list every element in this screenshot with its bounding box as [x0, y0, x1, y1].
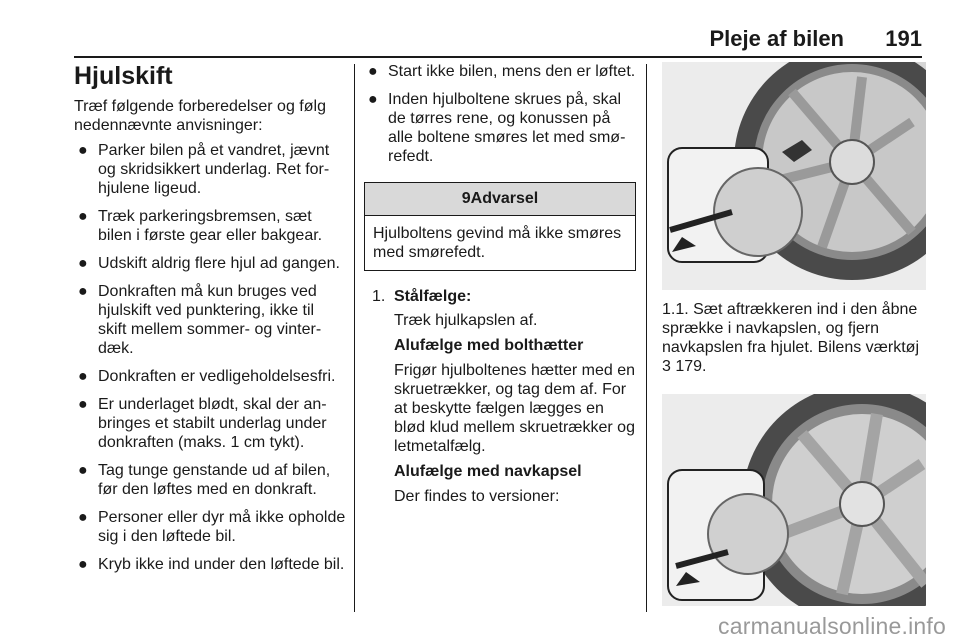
- column-divider: [646, 64, 647, 612]
- list-item: ● Træk parkeringsbremsen, sæt bilen i første gear eller bakgear.: [78, 208, 323, 244]
- step-number: 1.: [372, 288, 386, 305]
- wheel-illustration-svg: [662, 394, 926, 606]
- section-title: Hjulskift: [74, 62, 173, 90]
- bullet-icon: ●: [78, 283, 88, 300]
- bullet-list: [74, 141, 346, 574]
- figure-caption: 1.1. Sæt aftrækkeren ind i den åbne sprække i navkapslen, og fjern navkapslen fra hjulet. Bilens værktøj 3 179.: [662, 301, 919, 375]
- column-right: [662, 62, 926, 606]
- list-item: ● Start ikke bilen, mens den er løftet.: [368, 63, 636, 80]
- intro-text: Træf følgende forberedelser og følg nedennævnte anvisninger:: [74, 98, 326, 134]
- warning-text: Hjulboltens gevind må ikke smøres med smørefedt.: [373, 225, 622, 261]
- list-item: ● Kryb ikke ind under den løftede bil.: [78, 556, 345, 573]
- bullet-icon: ●: [368, 91, 378, 108]
- step-list: [364, 287, 636, 506]
- bullet-list: [364, 62, 636, 166]
- bullet-icon: ●: [78, 368, 88, 385]
- step-text: Frigør hjulboltenes hætter med en skruetrækker, og tag dem af. For at beskytte fælgen lægges en blød klud mellem skruetrækker og letmetalfælg.: [394, 362, 635, 455]
- list-item: ● Personer eller dyr må ikke opholde sig i den løftede bil.: [78, 509, 346, 545]
- step-text: Træk hjulkapslen af.: [394, 312, 538, 329]
- wheel-illustration-svg: [662, 62, 926, 290]
- bullet-icon: ●: [78, 142, 88, 159]
- watermark-text: carmanualsonline.info: [718, 613, 946, 639]
- wheel-cover-removal-illustration: [662, 62, 926, 290]
- chapter-title: Pleje af bilen: [709, 26, 844, 51]
- bullet-icon: ●: [78, 556, 88, 573]
- page-number: 191: [885, 26, 922, 51]
- warning-icon: 9: [461, 190, 471, 207]
- warning-title: Advarsel: [470, 190, 539, 207]
- step-subtitle: Alufælge med navkapsel: [394, 463, 582, 480]
- list-item: ● Parker bilen på et vandret, jævnt og skridsikkert underlag. Ret forhjulene ligeud.: [78, 142, 330, 197]
- bullet-icon: ●: [368, 63, 378, 80]
- list-item: ● Donkraften må kun bruges ved hjulskift ved punktering, ikke til skift mellem sommer- og vinterdæk.: [78, 283, 322, 357]
- bullet-icon: ●: [78, 255, 88, 272]
- step-item: [364, 287, 636, 506]
- column-middle: [364, 62, 636, 512]
- list-item: ● Tag tunge genstande ud af bilen, før den løftes med en donkraft.: [78, 462, 331, 498]
- step-text: Der findes to versioner:: [394, 488, 560, 505]
- wheel-cover-removal-illustration-2: [662, 394, 926, 606]
- warning-box: [364, 182, 636, 271]
- bullet-icon: ●: [78, 208, 88, 225]
- page-header: [74, 26, 922, 58]
- list-item: ● Udskift aldrig flere hjul ad gangen.: [78, 255, 340, 272]
- bullet-icon: ●: [78, 509, 88, 526]
- step-subtitle: Alufælge med bolthætter: [394, 337, 584, 354]
- list-item: ● Er underlaget blødt, skal der anbringes et stabilt underlag under donkraften (maks. 1 cm tykt).: [78, 396, 327, 451]
- warning-header: [365, 183, 635, 216]
- column-left: [74, 62, 346, 583]
- list-item: ● Donkraften er vedligeholdelsesfri.: [78, 368, 336, 385]
- list-item: ● Inden hjulboltene skrues på, skal de tørres rene, og konussen på alle boltene smøres let med smørefedt.: [368, 91, 626, 165]
- bullet-icon: ●: [78, 462, 88, 479]
- bullet-icon: ●: [78, 396, 88, 413]
- step-title: Stålfælge:: [394, 288, 472, 305]
- column-divider: [354, 64, 355, 612]
